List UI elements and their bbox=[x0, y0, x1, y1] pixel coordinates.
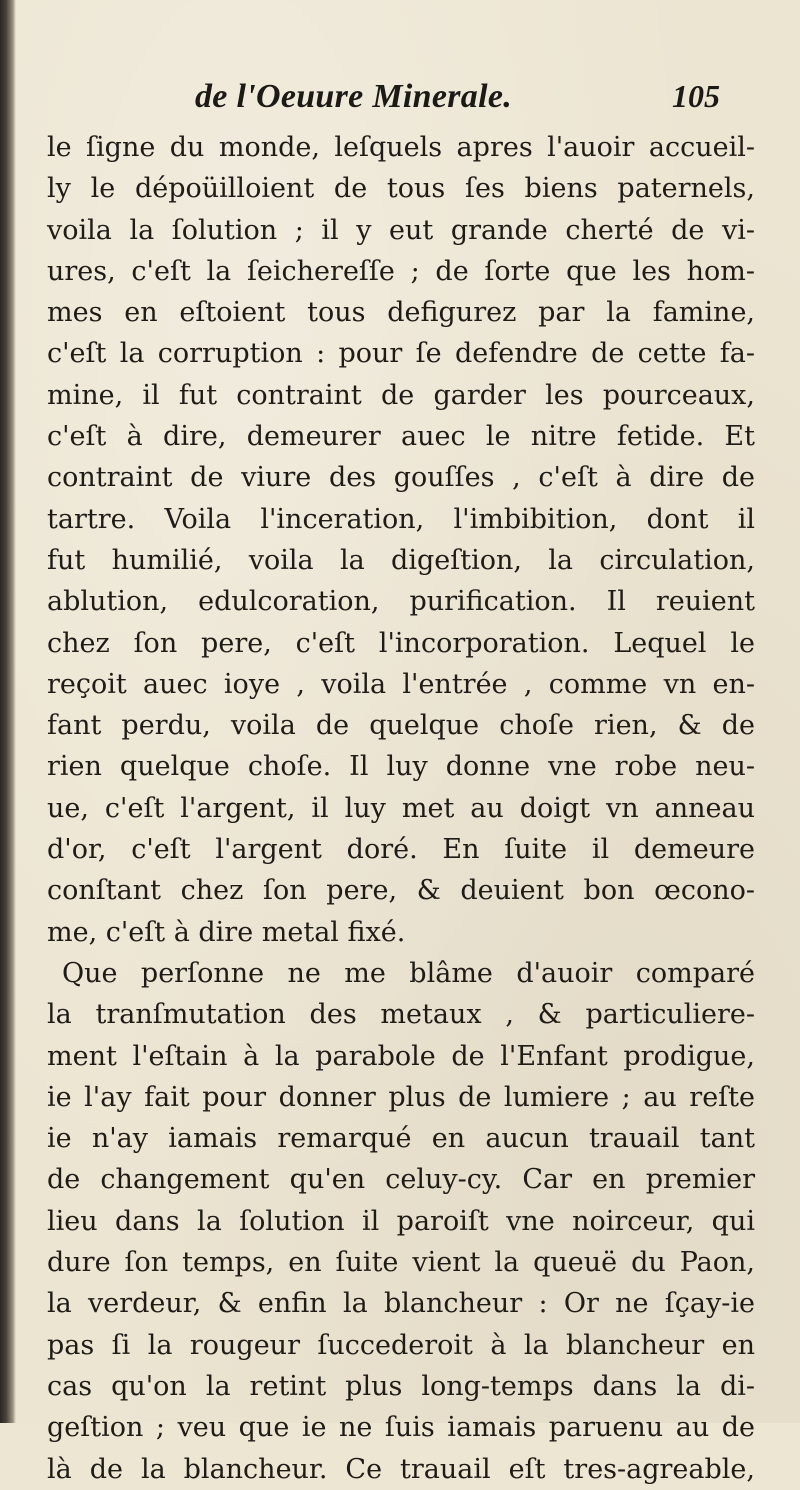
text-line: dure ſon temps, en ſuite vient la queuë du Paon, bbox=[47, 1247, 755, 1279]
text-line: voila la ſolution ; il y eut grande cherté de vi- bbox=[47, 214, 755, 246]
text-line: chez ſon pere, c'eſt l'incorporation. Lequel le bbox=[47, 627, 755, 659]
running-head bbox=[0, 78, 800, 126]
text-line: conſtant chez ſon pere, & deuient bon œcono- bbox=[47, 875, 755, 907]
text-line: d'or, c'eſt l'argent doré. En ſuite il demeure bbox=[47, 834, 755, 866]
text-line: tartre. Voila l'inceration, l'imbibition, dont il bbox=[47, 503, 755, 535]
paragraph-start-line: Que perſonne ne me blâme d'auoir comparé bbox=[62, 957, 755, 989]
text-line: c'eſt la corruption : pour ſe defendre de cette fa- bbox=[47, 338, 755, 370]
text-line: me, c'eſt à dire metal fixé. bbox=[47, 916, 406, 948]
text-line: c'eſt à dire, demeurer auec le nitre fetide. Et bbox=[47, 421, 755, 453]
page-number: 105 bbox=[672, 78, 720, 114]
text-line: le ſigne du monde, leſquels apres l'auoir accueil- bbox=[47, 132, 755, 163]
text-line: rien quelque choſe. Il luy donne vne robe neu- bbox=[47, 751, 755, 783]
text-line: mine, il fut contraint de garder les pourceaux, bbox=[47, 379, 755, 411]
text-line: reçoit auec ioye , voila l'entrée , comme vn en- bbox=[47, 668, 755, 700]
text-line: cas qu'on la retint plus long-temps dans la di- bbox=[47, 1370, 755, 1402]
page-binding-edge bbox=[0, 0, 16, 1423]
text-line: geſtion ; veu que ie ne ſuis iamais paruenu au de bbox=[47, 1412, 755, 1444]
text-line: pas ſi la rougeur ſuccederoit à la blancheur en bbox=[47, 1329, 755, 1361]
text-line: ures, c'eſt la ſeichereſſe ; de ſorte que les hom- bbox=[47, 255, 755, 287]
text-line: ly le dépoüilloient de tous ſes biens paternels, bbox=[47, 173, 755, 205]
running-title: de l'Oeuure Minerale. bbox=[195, 78, 513, 115]
text-line: ablution, edulcoration, purification. Il reuient bbox=[47, 586, 755, 618]
text-line: la verdeur, & enfin la blancheur : Or ne ſçay-ie bbox=[47, 1288, 755, 1320]
text-line: là de la blancheur. Ce trauail eſt tres-agreable, bbox=[47, 1453, 755, 1485]
text-line: mes en eſtoient tous defigurez par la famine, bbox=[47, 297, 755, 329]
text-line: ue, c'eſt l'argent, il luy met au doigt vn anneau bbox=[47, 792, 755, 824]
text-line: lieu dans la ſolution il paroiſt vne noirceur, qui bbox=[47, 1205, 755, 1237]
text-line: de changement qu'en celuy-cy. Car en premier bbox=[47, 1164, 755, 1196]
text-line: la tranſmutation des metaux , & particuliere- bbox=[47, 999, 755, 1031]
text-line: ment l'eſtain à la parabole de l'Enfant prodigue, bbox=[47, 1040, 755, 1072]
body-text bbox=[47, 127, 755, 1490]
text-line: ie l'ay fait pour donner plus de lumiere ; au reſte bbox=[47, 1081, 755, 1113]
text-line: contraint de viure des gouſſes , c'eſt à dire de bbox=[47, 462, 755, 494]
text-line: fut humilié, voila la digeſtion, la circulation, bbox=[47, 544, 755, 576]
text-line: ie n'ay iamais remarqué en aucun trauail tant bbox=[47, 1123, 755, 1155]
text-line: fant perdu, voila de quelque choſe rien, & de bbox=[47, 710, 755, 742]
